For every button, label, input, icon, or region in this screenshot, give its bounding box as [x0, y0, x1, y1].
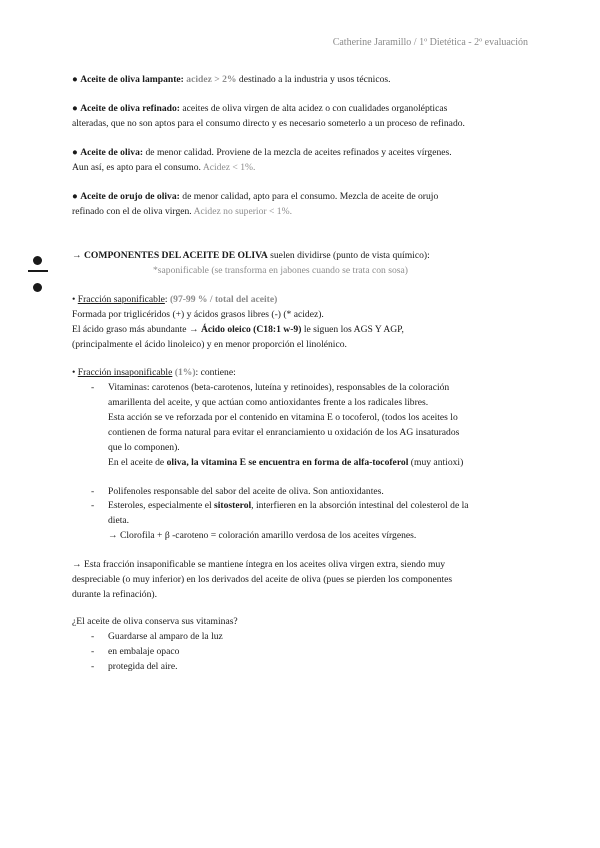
acidity-value: acidez > 2% [186, 74, 237, 85]
bullet: ● [72, 74, 78, 85]
oil-type-name: Aceite de oliva: [80, 147, 144, 158]
oil-type-description: de menor calidad. Proviene de la mezcla de aceites refinados y aceites vírgenes. [145, 147, 452, 158]
dash: - [91, 382, 95, 393]
oil-type-description: destinado a la industria y usos técnicos. [238, 74, 391, 85]
polyphenols-item: Polifenoles responsable del sabor del aceite de oliva. Son antioxidantes. [108, 486, 384, 497]
components-title: COMPONENTES DEL ACEITE DE OLIVA [84, 250, 268, 261]
saponificable-percent: (97-99 % / total del aceite) [169, 294, 278, 305]
vitamins-item: Vitaminas: carotenos (beta-carotenos, luteína y retinoides), responsables de la coloración amarillenta del aceite, y que actúan como antioxidantes frente a los radicales libres. Esta acción se ve reforzada por el contenido en vitamina E o tocoferol, (todos los aceites lo contienen de forma natural para evitar el enranciamiento u oxidación de los AG insaturados que lo componen). En el aceite de oliva, la vitamina E se encuentra en forma de alfa-tocoferol (muy antioxi) [108, 382, 464, 468]
sterols-item: Esteroles, especialmente el sitosterol, interfieren en la absorción intestinal del colesterol de la dieta. → Clorofila + β -caroteno = coloración amarillo verdosa de los aceites vírgenes. [108, 500, 469, 541]
dash: - [91, 646, 95, 657]
saponificable-note: *saponificable (se transforma en jabones cuando se trata con sosa) [153, 265, 408, 276]
oil-type-oliva [72, 145, 452, 175]
integrity-paragraph: → Esta fracción insaponificable se mantiene íntegra en los aceites oliva virgen extra, siendo muy despreciable (o muy inferior) en los derivados del aceite de oliva (pues se pierden los componentes durante la refinación). [72, 559, 453, 600]
insaponificable-heading: • Fracción insaponificable (1%): contiene: [72, 367, 236, 378]
conservation-item: Guardarse al amparo de la luz [108, 631, 223, 642]
acidity-value: Acidez < 1%. [202, 162, 256, 173]
saponificable-line: (principalmente el ácido linoleico) y en menor proporción el linolénico. [72, 339, 347, 350]
components-heading [72, 248, 430, 263]
components-subtitle: suelen dividirse (punto de vista químico): [270, 250, 430, 261]
vitamins-question: ¿El aceite de oliva conserva sus vitaminas? [72, 616, 238, 627]
saponificable-label: Fracción saponificable [77, 294, 165, 305]
dash: - [91, 631, 95, 642]
oil-type-name: Aceite de orujo de oliva: [80, 191, 180, 202]
oil-type-description: de menor calidad, apto para el consumo. Mezcla de aceite de orujo [182, 191, 439, 202]
division-icon [28, 256, 48, 292]
bullet: ● [72, 103, 78, 114]
bullet: • [72, 294, 76, 305]
oil-type-description-cont: Aun así, es apto para el consumo. [72, 162, 201, 173]
insaponificable-label: Fracción insaponificable [77, 367, 173, 378]
acidity-value: Acidez no superior < 1%. [193, 206, 292, 217]
bullet: ● [72, 191, 78, 202]
dash: - [91, 500, 95, 511]
oil-type-description: aceites de oliva virgen de alta acidez o con cualidades organolépticas [182, 103, 448, 114]
bullet: ● [72, 147, 78, 158]
oil-type-name: Aceite de oliva lampante: [80, 74, 184, 85]
oil-type-name: Aceite de oliva refinado: [80, 103, 180, 114]
arrow-icon: → [72, 250, 82, 261]
page-header: Catherine Jaramillo / 1º Dietética - 2º evaluación [332, 37, 528, 48]
oil-type-refinado [72, 101, 465, 131]
bullet: • [72, 367, 76, 378]
sitosterol: sitosterol [214, 500, 252, 511]
insaponificable-percent: (1%) [174, 367, 196, 378]
dash: - [91, 486, 95, 497]
dash: - [91, 661, 95, 672]
oil-type-orujo [72, 189, 438, 219]
saponificable-line: Formada por triglicéridos (+) y ácidos grasos libres (-) (* acidez). [72, 309, 324, 320]
vitamin-e-highlight: oliva, la vitamina E se encuentra en forma de alfa-tocoferol [166, 457, 409, 468]
conservation-item: en embalaje opaco [108, 646, 180, 657]
conservation-item: protegida del aire. [108, 661, 178, 672]
oil-type-lampante [72, 72, 391, 87]
oil-type-description-cont: alteradas, que no son aptos para el consumo directo y es necesario someterlo a un proceso de refinado. [72, 118, 465, 129]
oleic-acid: Ácido oleico (C18:1 w-9) [200, 324, 302, 335]
oil-type-description-cont: refinado con el de oliva virgen. [72, 206, 192, 217]
chlorophyll-note: → Clorofila + β -caroteno = coloración amarillo verdosa de los aceites vírgenes. [108, 530, 417, 541]
saponificable-section: • Fracción saponificable: (97-99 % / total del aceite) Formada por triglicéridos (+) y ácidos grasos libres (-) (* acidez). El ácido graso más abundante → Ácido oleico (C18:1 w-9) le siguen los AGS Y AGP, (principalmente el ácido linoleico) y en menor proporción el linolénico. [72, 294, 404, 350]
